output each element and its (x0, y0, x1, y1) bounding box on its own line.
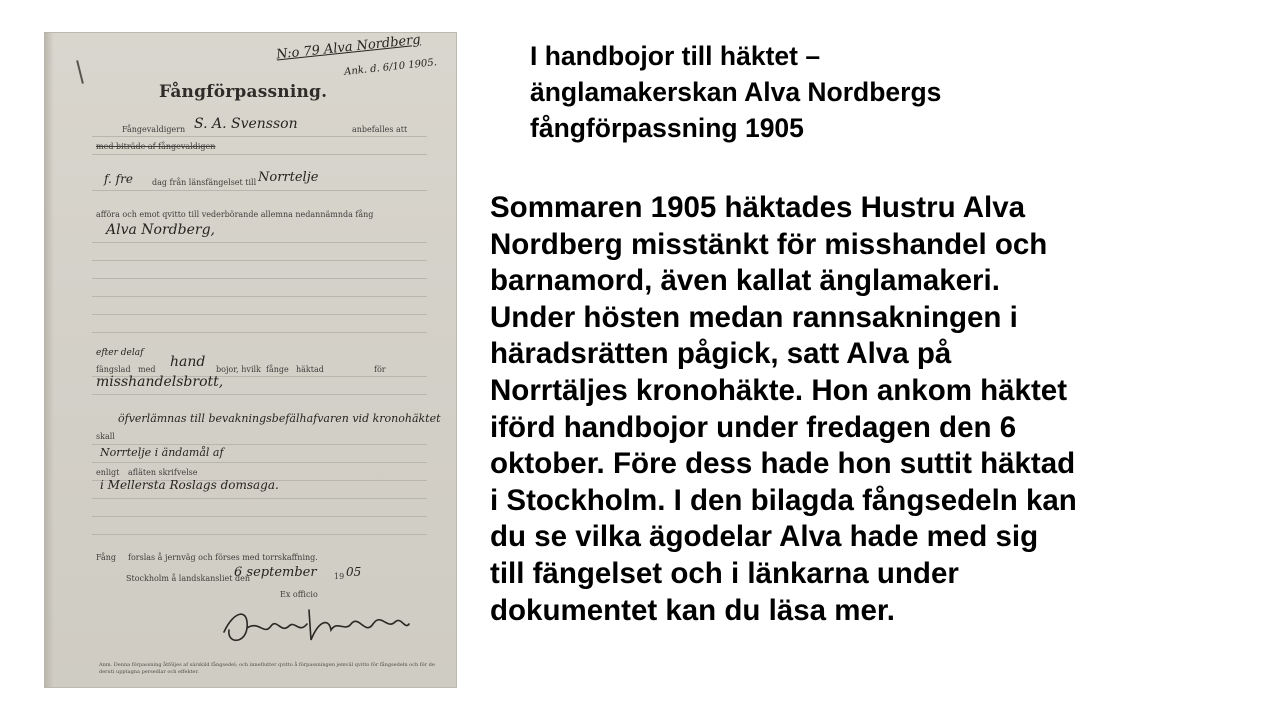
body-line: oktober. Före dess hade hon suttit häktad (490, 447, 1076, 481)
hand-crime: misshandelsbrott, (96, 374, 224, 390)
printed-bojor: bojor, hvilk (216, 365, 261, 374)
slide-title (530, 38, 1170, 146)
corner-note: N:o 79 Alva Nordberg (275, 32, 422, 63)
hand-prisoner-name: Alva Nordberg, (106, 222, 215, 238)
form-rule (92, 314, 427, 315)
body-line: Under hösten medan rannsakningen i (490, 300, 1018, 334)
slide-body-text (490, 190, 1250, 629)
form-rule (92, 154, 427, 155)
hand-fangevaldiger-name: S. A. Svensson (194, 116, 298, 132)
hand-destination: Norrtelje (258, 170, 319, 185)
body-line: Nordberg misstänkt för misshandel och (490, 227, 1048, 261)
printed-skall: skall (96, 432, 115, 441)
printed-for: för (374, 365, 386, 374)
hand-hand: hand (170, 354, 206, 370)
printed-fangevaldigern: Fångevaldigern (122, 125, 186, 134)
form-rule (92, 498, 427, 499)
pin-mark (76, 60, 84, 84)
body-line: Norrtäljes kronohäkte. Hon ankom häktet (490, 373, 1068, 407)
printed-stockholm: Stockholm å landskansliet den (126, 574, 251, 583)
body-line: iförd handbojor under fredagen den 6 (490, 410, 1017, 444)
printed-med-bitrade: med biträde af fångevaldigen (96, 142, 216, 151)
form-rule (92, 394, 427, 395)
printed-forslas: forslas å jernväg och förses med torrskaffning. (128, 553, 318, 562)
hand-skall-line1: öfverlämnas till bevakningsbefälhafvaren vid kronohäktet (118, 412, 441, 425)
body-line: Sommaren 1905 häktades Hustru Alva (490, 191, 1026, 224)
form-rule (92, 136, 427, 137)
printed-aflaten: afläten skrifvelse (128, 468, 198, 477)
document-heading: Fångförpassning. (159, 82, 328, 102)
printed-fangslad: fängslad (96, 365, 131, 374)
body-line: häradsrätten pågick, satt Alva på (490, 337, 952, 371)
form-rule (92, 190, 427, 191)
hand-date: 6 september (234, 565, 317, 580)
corner-date: Ank. d. 6/10 1905. (343, 57, 438, 78)
printed-fange: fånge (266, 365, 289, 374)
hand-dag-prefix: f. fre (104, 172, 133, 186)
form-rule (92, 278, 427, 279)
title-line: änglamakerskan Alva Nordbergs (530, 77, 942, 107)
form-rule (92, 444, 427, 445)
body-line: dokumentet kan du läsa mer. (490, 593, 895, 627)
form-rule (92, 242, 427, 243)
body-line: du se vilka ägodelar Alva hade med sig (490, 520, 1039, 554)
hand-year-suffix: 05 (346, 565, 362, 579)
printed-affora: afföra och emot qvitto till vederbörande allemna nedannämnda fång (96, 210, 374, 219)
document-photo (44, 32, 457, 688)
printed-anbefalles: anbefalles att (352, 125, 408, 134)
form-rule (92, 260, 427, 261)
form-rule (92, 296, 427, 297)
printed-fang: Fång (96, 553, 117, 562)
signature (219, 600, 414, 650)
body-line: barnamord, även kallat änglamakeri. (490, 264, 1000, 298)
form-rule (92, 332, 427, 333)
paper-edge-shadow (44, 32, 54, 688)
body-line: till fängelset och i länkarna under (490, 556, 959, 590)
printed-enligt: enligt (96, 468, 120, 477)
hand-efter-dels: efter delaf (96, 348, 144, 358)
printed-anm: Anm. Denna förpassning åtföljes af särskild fångsedel; och inneflutter qvitto å förpassningen jemväl qvitto för fångsedeln och för de deruti upptagna persedlar och effekter. (99, 662, 435, 675)
printed-haktad: häktad (296, 365, 324, 374)
title-line: fångförpassning 1905 (530, 113, 804, 143)
printed-ex-officio: Ex officio (280, 590, 318, 599)
hand-enligt-line: i Mellersta Roslags domsaga. (100, 478, 279, 492)
form-rule (92, 516, 427, 517)
form-rule (92, 462, 427, 463)
printed-med: med (138, 365, 156, 374)
printed-dag-fran: dag från länsfängelset till (152, 178, 257, 187)
hand-skall-line2: Norrtelje i ändamål af (100, 446, 224, 459)
printed-year-prefix: 19 (334, 572, 345, 581)
form-rule (92, 534, 427, 535)
title-line: I handbojor till häktet – (530, 41, 821, 71)
body-line: i Stockholm. I den bilagda fångsedeln kan (490, 483, 1077, 517)
